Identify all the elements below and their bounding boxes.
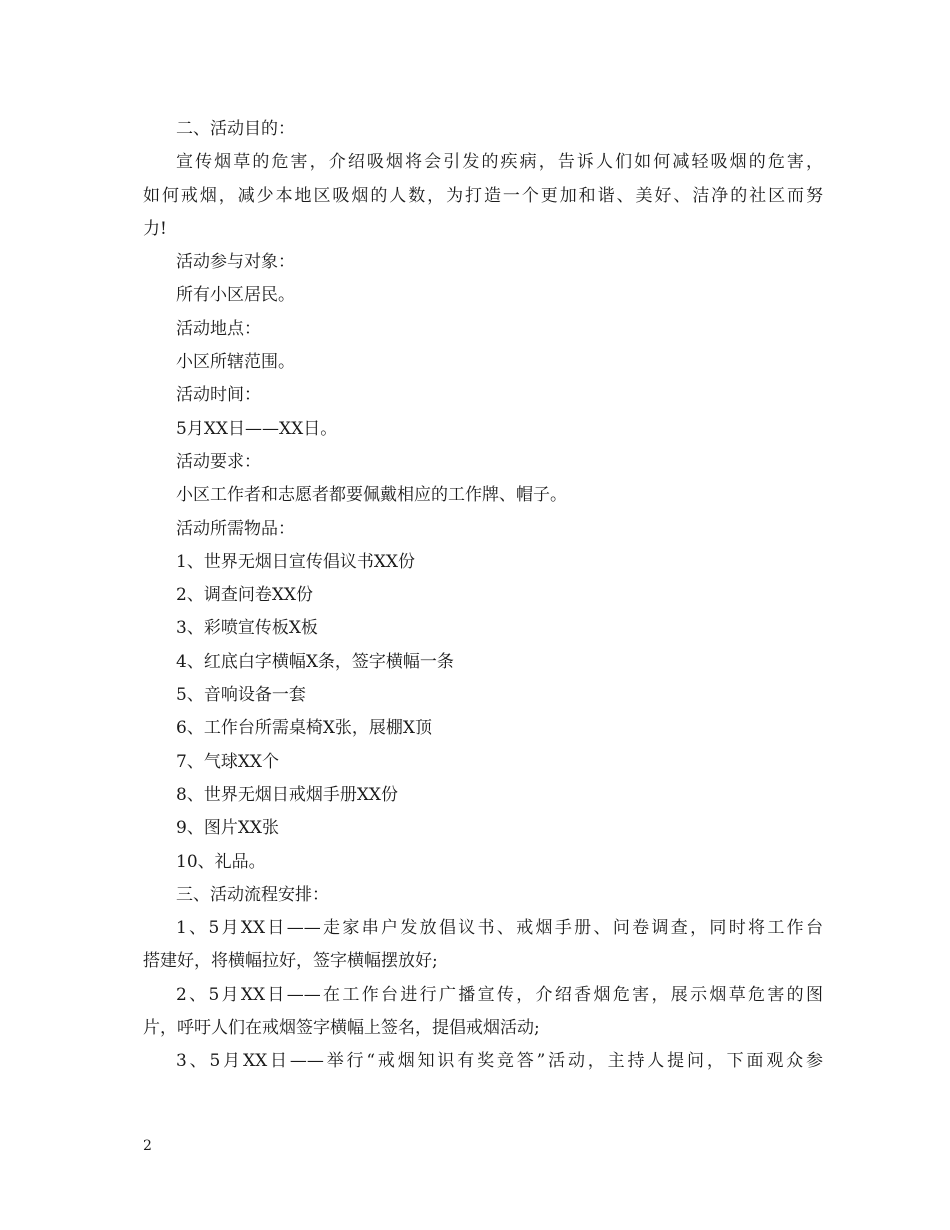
section-heading-purpose: 二、活动目的： [176,119,295,139]
paragraph-line: 如何戒烟，减少本地区吸烟的人数，为打造一个更加和谐、美好、洁净的社区而努 [143,185,823,206]
schedule-item-line: 3、5月XX日——举行“戒烟知识有奖竞答”活动，主持人提问，下面观众参 [176,1051,823,1072]
materials-list-item: 5、音响设备一套 [176,685,306,706]
requirements-heading: 活动要求： [176,451,261,472]
materials-list-item: 4、红底白字横幅X条，签字横幅一条 [176,651,454,672]
document-body [143,113,823,1079]
materials-list-item: 9、图片XX张 [176,818,280,839]
schedule-item-line: 1、5月XX日——走家串户发放倡议书、戒烟手册、问卷调查，同时将工作台 [176,918,823,939]
materials-list-item: 6、工作台所需桌椅X张，展棚X顶 [176,718,433,739]
location-text: 小区所辖范围。 [176,352,295,373]
paragraph-line: 宣传烟草的危害，介绍吸烟将会引发的疾病，告诉人们如何减轻吸烟的危害， [176,152,823,173]
materials-heading: 活动所需物品： [176,518,295,539]
time-heading: 活动时间： [176,385,261,406]
paragraph-line: 力! [143,218,167,239]
page-number: 2 [143,1138,152,1154]
time-text: 5月XX日——XX日。 [176,418,338,439]
participants-text: 所有小区居民。 [176,285,295,306]
location-heading: 活动地点： [176,318,261,339]
materials-list-item: 8、世界无烟日戒烟手册XX份 [176,784,399,805]
materials-list-item: 1、世界无烟日宣传倡议书XX份 [176,551,416,572]
materials-list-item: 2、调查问卷XX份 [176,585,314,606]
participants-heading: 活动参与对象： [176,252,295,273]
schedule-item-line: 片，呼吁人们在戒烟签字横幅上签名，提倡戒烟活动; [143,1018,540,1039]
schedule-item-line: 搭建好，将横幅拉好，签字横幅摆放好; [143,951,438,972]
materials-list-item: 3、彩喷宣传板X板 [176,618,318,639]
materials-list-item: 10、礼品。 [176,851,266,872]
schedule-item-line: 2、5月XX日——在工作台进行广播宣传，介绍香烟危害，展示烟草危害的图 [176,984,823,1005]
materials-list-item: 7、气球XX个 [176,751,280,772]
requirements-text: 小区工作者和志愿者都要佩戴相应的工作牌、帽子。 [176,485,567,506]
section-heading-schedule: 三、活动流程安排： [176,884,329,905]
